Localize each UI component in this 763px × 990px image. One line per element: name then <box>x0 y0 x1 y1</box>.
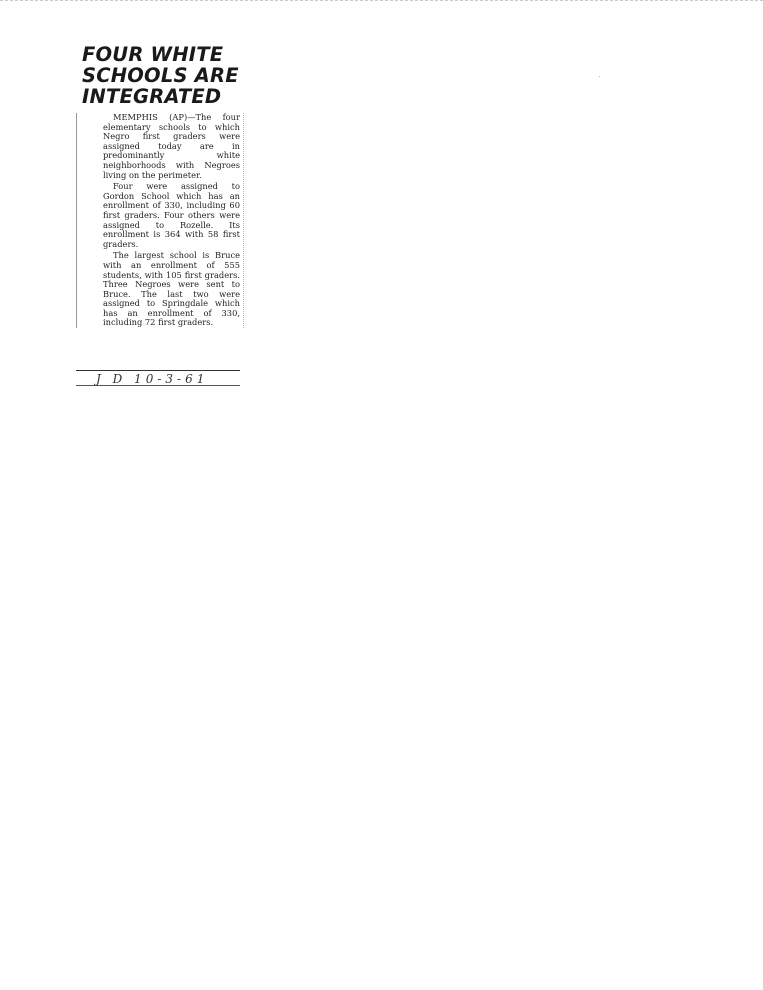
headline <box>82 44 244 107</box>
newspaper-clipping <box>76 44 244 330</box>
paragraph-1: MEMPHIS (AP)—The four elementary schools to which Negro first graders were assigned today are in predominantly white neighborhoods with Negroes living on the perimeter. <box>103 112 240 180</box>
scan-edge <box>0 0 763 1</box>
handwritten-note: J D 10-3-61 <box>96 372 209 386</box>
column-rule <box>243 113 244 328</box>
article-body <box>76 113 244 328</box>
headline-line-1: FOUR WHITE <box>82 43 224 66</box>
paragraph-2: Four were assigned to Gordon School which has an enrollment of 330, including 60 first graders. Four others were assigned to Rozelle. Its enrollment is 364 with 58 first graders. <box>103 181 240 249</box>
headline-line-3: INTEGRATED <box>82 85 222 108</box>
clipping-footer <box>76 370 240 386</box>
headline-line-2: SCHOOLS ARE <box>82 64 239 87</box>
scan-speck <box>599 76 600 77</box>
paragraph-3: The largest school is Bruce with an enrollment of 555 students, with 105 first graders. Three Negroes were sent to Bruce. The last two were assigned to Springdale which has an enrollment of 330, including 72 first graders. <box>103 250 240 328</box>
